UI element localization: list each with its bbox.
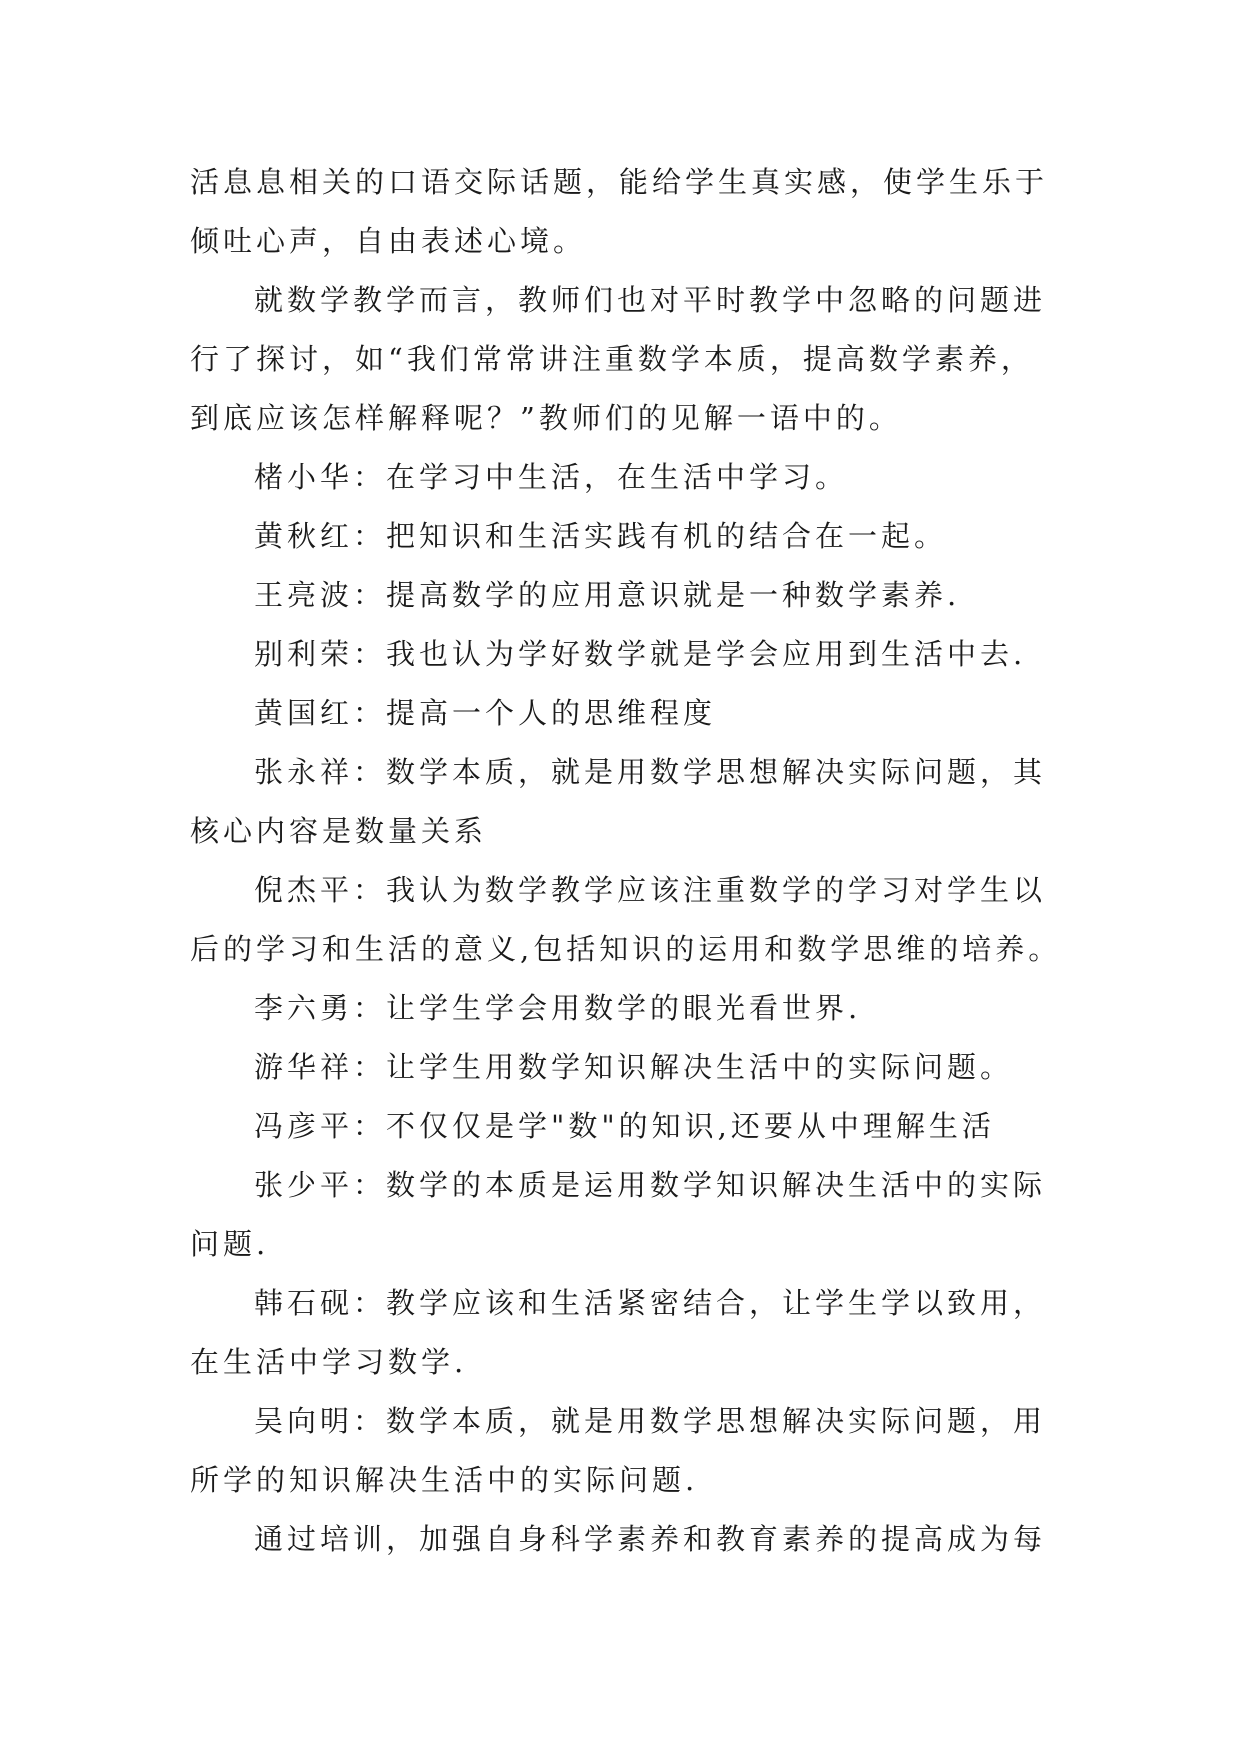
paragraph (190, 1097, 1070, 1156)
text-line: 冯彦平：不仅仅是学"数"的知识,还要从中理解生活 (254, 1109, 995, 1143)
text-line: 别利荣：我也认为学好数学就是学会应用到生活中去. (254, 637, 1027, 671)
text-line: 张少平：数学的本质是运用数学知识解决生活中的实际 (254, 1168, 1047, 1202)
text-line: 韩石砚：教学应该和生活紧密结合，让学生学以致用， (254, 1286, 1047, 1320)
paragraph (190, 1392, 1070, 1510)
paragraph (190, 1038, 1070, 1097)
text-line: 后的学习和生活的意义,包括知识的运用和数学思维的培养。 (190, 932, 1062, 966)
text-line: 问题. (190, 1227, 270, 1261)
text-line: 吴向明：数学本质，就是用数学思想解决实际问题，用 (254, 1404, 1047, 1438)
text-line: 在生活中学习数学. (190, 1345, 468, 1379)
text-line: 游华祥：让学生用数学知识解决生活中的实际问题。 (254, 1050, 1014, 1084)
paragraph (190, 625, 1070, 684)
paragraph (190, 684, 1070, 743)
paragraph (190, 566, 1070, 625)
text-line: 王亮波：提高数学的应用意识就是一种数学素养. (254, 578, 961, 612)
paragraph (190, 271, 1070, 448)
text-line: 到底应该怎样解释呢？”教师们的见解一语中的。 (190, 401, 902, 435)
paragraph (190, 861, 1070, 979)
text-line: 李六勇：让学生学会用数学的眼光看世界. (254, 991, 862, 1025)
paragraph (190, 1274, 1070, 1392)
text-line: 行了探讨，如“我们常常讲注重数学本质，提高数学素养， (190, 342, 1034, 376)
paragraph (190, 979, 1070, 1038)
paragraph (190, 1156, 1070, 1274)
paragraph (190, 1510, 1070, 1569)
text-line: 楮小华：在学习中生活，在生活中学习。 (254, 460, 849, 494)
text-line: 所学的知识解决生活中的实际问题. (190, 1463, 699, 1497)
text-line: 黄国红：提高一个人的思维程度 (254, 696, 717, 730)
document-body (190, 153, 1070, 1569)
text-line: 黄秋红：把知识和生活实践有机的结合在一起。 (254, 519, 948, 553)
paragraph (190, 448, 1070, 507)
text-line: 倾吐心声，自由表述心境。 (190, 224, 587, 258)
text-line: 活息息相关的口语交际话题，能给学生真实感，使学生乐于 (190, 165, 1049, 199)
text-line: 倪杰平：我认为数学教学应该注重数学的学习对学生以 (254, 873, 1047, 907)
text-line: 通过培训，加强自身科学素养和教育素养的提高成为每 (254, 1522, 1047, 1556)
paragraph (190, 153, 1070, 271)
text-line: 核心内容是数量关系 (190, 814, 488, 848)
paragraph (190, 743, 1070, 861)
text-line: 张永祥：数学本质，就是用数学思想解决实际问题，其 (254, 755, 1047, 789)
text-line: 就数学教学而言，教师们也对平时教学中忽略的问题进 (254, 283, 1047, 317)
paragraph (190, 507, 1070, 566)
